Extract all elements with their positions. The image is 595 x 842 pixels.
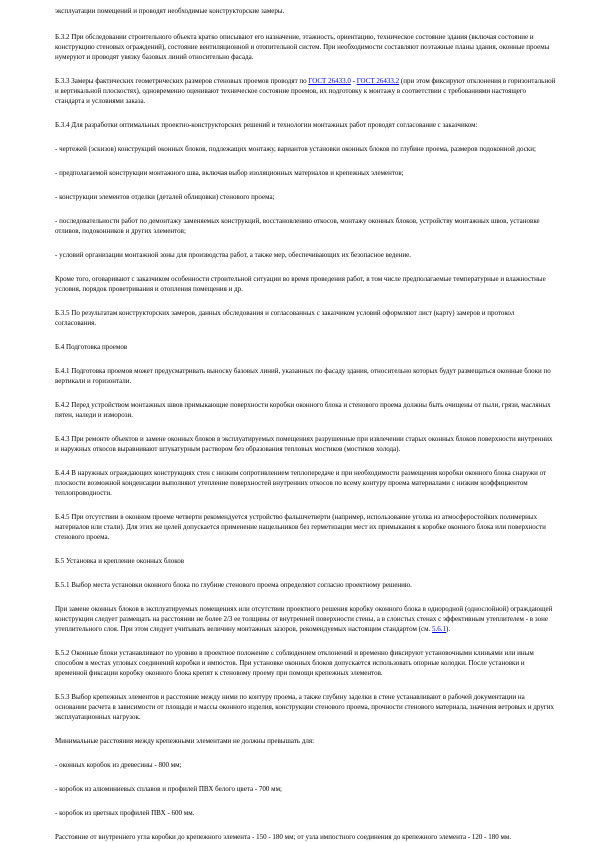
paragraph: Б.4.4 В наружных ограждающих конструкциях стен с низким сопротивлением теплопередаче и при необходимости размещения коробки оконного блока снаружи от плоскости возможной конденсации выполняют утепление поверхностей внутренних откосов по всему контуру проема материалами с низким коэффициентом теплопроводности. [55,469,547,497]
paragraph: - коробок из алюминиевых сплавов и профилей ПВХ белого цвета - 700 мм; [55,785,282,793]
paragraph: - конструкции элементов отделки (деталей облицовки) стенового проема; [55,193,275,201]
paragraph: Б.5.1 Выбор места установки оконного блока по глубине стенового проема определяют согласно проектному решению. [55,581,412,589]
paragraph: Минимальные расстояния между крепежными элементами не должны превышать для: [55,737,315,745]
reference-link[interactable]: ГОСТ 26433.0 [308,77,351,85]
paragraph: При замене оконных блоков в эксплуатируемых помещениях или отсутствии проектного решения коробку оконного блока в однородной (однослойной) ограждающей конструкции следует размещать на расстоянии не более 2/3 ее толщины от внутренней поверхности стены, а в слоистых стенах с эффективным утеплителем - в зоне утеплительного слоя. При этом следует учитывать величину монтажных зазоров, рекомендуемых настоящим стандартом (см. 5.6.1). [55,605,553,633]
paragraph: - чертежей (эскизов) конструкций оконных блоков, подлежащих монтажу, вариантов установки оконных блоков по глубине проема, размеров подоконной доски; [55,145,536,153]
paragraph: Б.4.2 Перед устройством монтажных швов примыкающие поверхности коробки оконного блока и стенового проема должны быть очищены от пыли, грязи, масляных пятен, наледи и изморози. [55,401,551,419]
paragraph: Расстояние от внутреннего угла коробки до крепежного элемента - 150 - 180 мм; от узла импостного соединения до крепежного элемента - 120 - 180 мм. [55,833,512,841]
paragraph: Б.4.5 При отсутствии в оконном проеме четверти рекомендуется устройство фальшчетверти (например, использование уголка из атмосферостойких полимерных материалов или стали). Для этих же целей допускается применение нащельников без герметизации мест их примыкания к коробке оконного блока или поверхности стенового проема. [55,513,546,541]
document-body [55,6,557,842]
paragraph: Б.3.2 При обследовании строительного объекта кратко описывают его назначение, этажность, ориентацию, техническое состояние здания (включая состояние и конструкцию стеновых ограждений), состояние вентиляционной и отопительной систем. При необходимости составляют поэтажные планы здания, оконные проемы нумеруют и проводят увязку базовых линий относительно фасада. [55,33,550,61]
paragraph: Б.4 Подготовка проемов [55,343,128,351]
paragraph: - последовательности работ по демонтажу заменяемых конструкций, восстановлению откосов, монтажу оконных блоков, устройству монтажных швов, установке отливов, подоконников и других элементов; [55,217,540,235]
paragraph: - условий организации монтажной зоны для производства работ, а также мер, обеспечивающих их безопасное ведение. [55,251,411,259]
paragraph: - предполагаемой конструкции монтажного шва, включая выбор изоляционных материалов и крепежных элементов; [55,169,404,177]
paragraph: Б.3.3 Замеры фактических геометрических размеров стеновых проемов проводят по ГОСТ 26433.0 - ГОСТ 26433.2 (при этом фиксируют отклонения в горизонтальной и вертикальной плоскостях), одновременно оценивают техническое состояние проемов, их подготовку к монтажу в соответствии с требованиями настоящего стандарта и условиями заказа. [55,77,556,105]
paragraph: - коробок из цветных профилей ПВХ - 600 мм. [55,809,195,817]
reference-link[interactable]: ГОСТ 26433.2 [356,77,400,85]
paragraph: Б.3.5 По результатам конструкторских замеров, данных обследования и согласованных с заказчиком условий оформляют лист (карту) замеров и протокол согласования. [55,309,515,327]
paragraph: - оконных коробок из древесины - 800 мм; [55,761,182,769]
paragraph: Кроме того, оговаривают с заказчиком особенности строительной ситуации во время проведения работ, в том числе предполагаемые температурные и влажностные условия, порядок проветривания и отопления помещения и др. [55,275,546,293]
paragraph: Б.5 Установка и крепление оконных блоков [55,557,185,565]
paragraph: Б.5.3 Выбор крепежных элементов и расстояние между ними по контуру проема, а также глубину заделки в стене устанавливают в рабочей документации на основании расчета в зависимости от площади и массы оконного изделия, конструкции стенового проема, прочности стенового материала, значения ветровых и других эксплуатационных нагрузок. [55,693,554,721]
reference-link[interactable]: 5.6.1 [432,625,447,633]
paragraph: Б.5.2 Оконные блоки устанавливают по уровню в проектное положение с соблюдением отклонений и временно фиксируют установочными клиньями или иным способом в местах угловых соединений коробки и импостов. При установке оконных блоков допускается использовать опорные колодки. После установки и временной фиксации коробку оконного блока крепят к стеновому проему при помощи крепежных элементов. [55,649,534,677]
paragraph: Б.3.4 Для разработки оптимальных проектно-конструкторских решений и технологии монтажных работ проводят согласование с заказчиком: [55,121,478,129]
paragraph: Б.4.1 Подготовка проемов может предусматривать выноску базовых линий, указанных по фасаду здания, относительно которых будут размещаться оконные блоки по вертикали и горизонтали. [55,367,551,385]
paragraph: Б.4.3 При ремонте объектов и замене оконных блоков в эксплуатируемых помещениях разрушенные при извлечении старых оконных блоков поверхности внутренних и наружных откосов выравнивают штукатурным раствором без образования тепловых мостиков (мостиков холода). [55,435,553,453]
paragraph: эксплуатации помещений и проводят необходимые конструкторские замеры. [55,7,285,15]
